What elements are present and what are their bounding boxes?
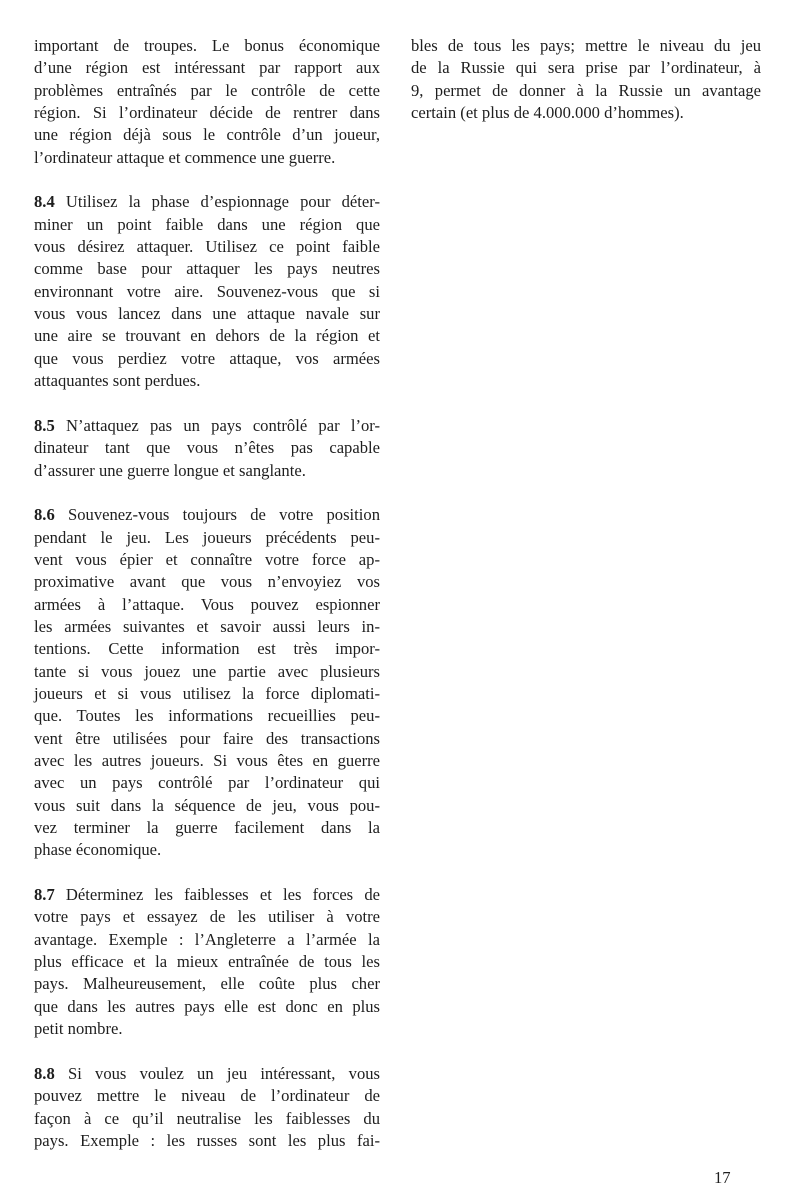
- page-number: 17: [714, 1168, 731, 1187]
- text-line: attaquantes sont perdues.: [34, 371, 201, 391]
- text-line: phase économique.: [34, 840, 162, 860]
- text-line: [34, 504, 380, 526]
- text-line: vent vous épier et connaître votre force ap-: [34, 549, 380, 569]
- text-line: pendant le jeu. Les joueurs précédents peu-: [34, 527, 380, 547]
- right-column: [411, 35, 761, 147]
- text-line: proximative avant que vous n’envoyiez vos: [34, 572, 380, 592]
- text-line: 9, permet de donner à la Russie un avantage: [411, 80, 761, 100]
- text-line: armées à l’attaque. Vous pouvez espionner: [34, 594, 380, 614]
- text-line: l’ordinateur attaque et commence une guerre.: [34, 147, 336, 167]
- text-run: Souvenez-vous toujours de votre position: [54, 505, 380, 525]
- text-line: que dans les autres pays elle est donc en plus: [34, 996, 380, 1016]
- text-line: que. Toutes les informations recueillies peu-: [34, 706, 380, 726]
- text-line: comme base pour attaquer les pays neutres: [34, 259, 380, 279]
- text-line: vous désirez attaquer. Utilisez ce point faible: [34, 237, 380, 257]
- text-line: vous suit dans la séquence de jeu, vous pou-: [34, 795, 380, 815]
- text-line: joueurs et si vous utilisez la force diplomati-: [34, 683, 380, 703]
- paragraph-8-5: [34, 415, 380, 482]
- paragraph-8-6: [34, 504, 380, 862]
- left-column: [34, 35, 380, 1175]
- text-line: que vous perdiez votre attaque, vos armées: [34, 348, 380, 368]
- text-line: région. Si l’ordinateur décide de rentrer dans: [34, 103, 380, 123]
- section-number: 8.4: [34, 192, 55, 212]
- text-line: tante si vous jouez une partie avec plusieurs: [34, 661, 380, 681]
- text-line: [34, 191, 380, 213]
- text-line: [34, 884, 380, 906]
- text-line: vous vous lancez dans une attaque navale sur: [34, 304, 380, 324]
- text-line: bles de tous les pays; mettre le niveau du jeu: [411, 36, 761, 55]
- text-line: plus efficace et la mieux entraînée de tous les: [34, 952, 380, 972]
- text-line: [34, 415, 380, 437]
- section-number: 8.7: [34, 885, 55, 905]
- text-line: façon à ce qu’il neutralise les faiblesses du: [34, 1108, 380, 1128]
- text-line: vez terminer la guerre facilement dans la: [34, 818, 380, 838]
- text-line: [34, 1063, 380, 1085]
- text-line: d’une région est intéressant par rapport aux: [34, 58, 380, 78]
- paragraph-8-8-continued: [411, 35, 761, 124]
- text-line: pays. Exemple : les russes sont les plus fai-: [34, 1130, 380, 1150]
- text-line: avec les autres joueurs. Si vous êtes en guerre: [34, 751, 380, 770]
- text-line: vent être utilisées pour faire des transactions: [34, 728, 380, 748]
- text-line: important de troupes. Le bonus économique: [34, 36, 380, 55]
- text-line: environnant votre aire. Souvenez-vous que si: [34, 281, 380, 301]
- text-line: d’assurer une guerre longue et sanglante.: [34, 460, 306, 480]
- text-line: problèmes entraînés par le contrôle de cette: [34, 80, 380, 100]
- paragraph-8-4: [34, 191, 380, 392]
- text-line: petit nombre.: [34, 1019, 123, 1039]
- paragraph-8-7: [34, 884, 380, 1040]
- text-run: N’attaquez pas un pays contrôlé par l’or-: [54, 415, 380, 435]
- text-line: une région déjà sous le contrôle d’un joueur,: [34, 125, 380, 145]
- text-run: Utilisez la phase d’espionnage pour déter-: [54, 192, 380, 212]
- text-line: pouvez mettre le niveau de l’ordinateur de: [34, 1086, 380, 1106]
- paragraph-8-8: [34, 1063, 380, 1152]
- text-line: pays. Malheureusement, elle coûte plus cher: [34, 974, 380, 994]
- section-number: 8.5: [34, 415, 55, 435]
- text-line: tentions. Cette information est très impor-: [34, 639, 380, 659]
- text-line: dinateur tant que vous n’êtes pas capable: [34, 438, 380, 458]
- text-line: miner un point faible dans une région que: [34, 214, 380, 234]
- section-number: 8.8: [34, 1063, 55, 1083]
- text-line: les armées suivantes et savoir aussi leurs in-: [34, 616, 380, 636]
- text-line: de la Russie qui sera prise par l’ordinateur, à: [411, 58, 761, 78]
- text-line: une aire se trouvant en dehors de la région et: [34, 326, 380, 346]
- text-line: certain (et plus de 4.000.000 d’hommes).: [411, 103, 684, 123]
- text-line: votre pays et essayez de les utiliser à votre: [34, 907, 380, 927]
- text-line: avec un pays contrôlé par l’ordinateur qui: [34, 773, 380, 793]
- text-run: Déterminez les faiblesses et les forces de: [54, 885, 380, 905]
- text-line: avantage. Exemple : l’Angleterre a l’armée la: [34, 929, 380, 949]
- text-run: Si vous voulez un jeu intéressant, vous: [54, 1063, 380, 1083]
- paragraph-intro: [34, 35, 380, 169]
- section-number: 8.6: [34, 505, 55, 525]
